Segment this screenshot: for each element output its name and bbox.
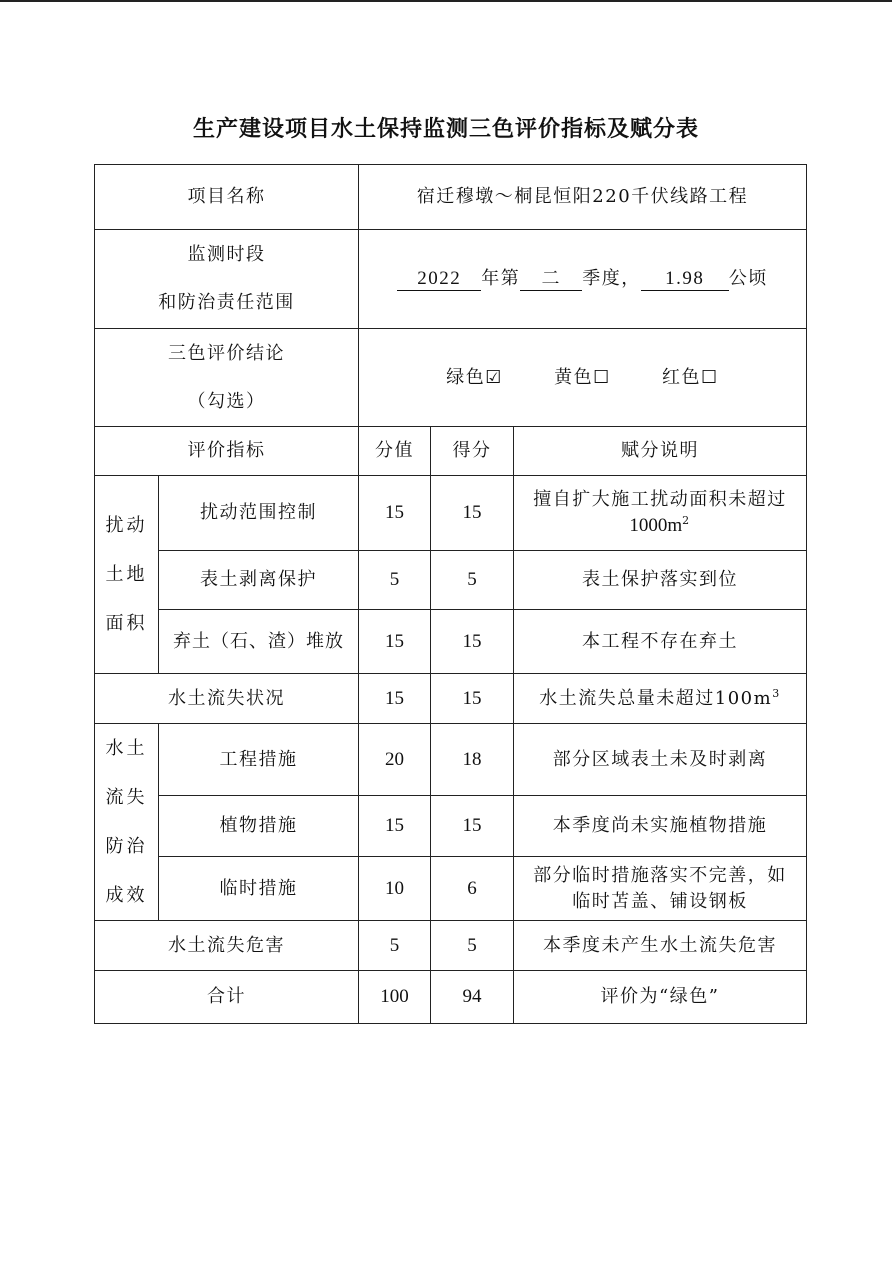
- item-value: 5: [359, 551, 431, 610]
- table-row: [95, 796, 807, 857]
- header-indicator: 评价指标: [95, 427, 359, 476]
- table-row: [95, 476, 807, 551]
- conclusion-label-line1: 三色评价结论: [168, 342, 285, 364]
- year-suffix: 年第: [481, 268, 521, 289]
- year-field: 2022: [397, 268, 481, 291]
- period-label-line1: 监测时段: [187, 244, 266, 265]
- item-note: 本工程不存在弃土: [514, 610, 807, 674]
- item-value: 15: [359, 674, 431, 724]
- table-row: [95, 921, 807, 971]
- group-prevention-label: 水土 流失 防治 成效: [95, 724, 159, 921]
- period-row: [95, 230, 807, 329]
- total-value: 100: [359, 971, 431, 1024]
- table-row: [95, 610, 807, 674]
- item-score: 6: [431, 857, 514, 921]
- item-score: 15: [431, 610, 514, 674]
- item-note: 水土流失总量未超过$100m^3$: [514, 674, 807, 724]
- total-label: 合计: [95, 971, 359, 1024]
- option-green[interactable]: 绿色☑: [446, 366, 503, 388]
- item-score: 5: [431, 921, 514, 971]
- item-note: 表土保护落实到位: [514, 551, 807, 610]
- total-row: [95, 971, 807, 1024]
- item-score: 15: [431, 476, 514, 551]
- item-name: 水土流失危害: [95, 921, 359, 971]
- item-value: 15: [359, 476, 431, 551]
- green-checkbox-icon[interactable]: ☑: [485, 366, 503, 388]
- header-note: 赋分说明: [514, 427, 807, 476]
- conclusion-label: [95, 329, 359, 427]
- item-value: 5: [359, 921, 431, 971]
- yellow-checkbox-icon[interactable]: ☐: [593, 366, 611, 388]
- item-note: 擅自扩大施工扰动面积未超过 $1000m^2$: [514, 476, 807, 551]
- header-score: 得分: [431, 427, 514, 476]
- item-value: 15: [359, 610, 431, 674]
- item-score: 18: [431, 724, 514, 796]
- total-score: 94: [431, 971, 514, 1024]
- item-note: 本季度尚未实施植物措施: [514, 796, 807, 857]
- item-score: 15: [431, 674, 514, 724]
- item-value: 15: [359, 796, 431, 857]
- item-name: 水土流失状况: [95, 674, 359, 724]
- project-label: 项目名称: [95, 165, 359, 230]
- item-value: 20: [359, 724, 431, 796]
- conclusion-row: [95, 329, 807, 427]
- project-name-text: 宿迁穆墩～桐昆恒阳220千伏线路工程: [416, 186, 749, 207]
- total-note: 评价为“绿色”: [514, 971, 807, 1024]
- item-value: 10: [359, 857, 431, 921]
- page-title: 生产建设项目水土保持监测三色评价指标及赋分表: [192, 117, 699, 142]
- item-note: 部分区域表土未及时剥离: [514, 724, 807, 796]
- conclusion-options: [359, 329, 807, 427]
- area-field: 1.98: [641, 268, 729, 291]
- header-row: [95, 427, 807, 476]
- item-name: 工程措施: [159, 724, 359, 796]
- page-top-border: [0, 0, 892, 2]
- item-name: 表土剥离保护: [159, 551, 359, 610]
- red-checkbox-icon[interactable]: ☐: [701, 366, 719, 388]
- period-label-line2: 和防治责任范围: [158, 292, 295, 313]
- project-row: [95, 165, 807, 230]
- item-note: 部分临时措施落实不完善，如 临时苫盖、铺设钢板: [514, 857, 807, 921]
- quarter-suffix: 季度，: [582, 268, 641, 289]
- period-value: [359, 230, 807, 329]
- table-row: [95, 857, 807, 921]
- item-note: 本季度未产生水土流失危害: [514, 921, 807, 971]
- table-row: [95, 724, 807, 796]
- project-name: [359, 165, 807, 230]
- conclusion-label-line2: （勾选）: [187, 390, 266, 412]
- group-disturbance-label: 扰动 土地 面积: [95, 476, 159, 674]
- item-score: 5: [431, 551, 514, 610]
- item-name: 植物措施: [159, 796, 359, 857]
- table-row: [95, 674, 807, 724]
- period-label: [95, 230, 359, 329]
- item-score: 15: [431, 796, 514, 857]
- evaluation-table: [94, 164, 807, 1024]
- quarter-field: 二: [520, 268, 582, 291]
- item-name: 临时措施: [159, 857, 359, 921]
- option-yellow[interactable]: 黄色☐: [554, 366, 611, 388]
- header-value: 分值: [359, 427, 431, 476]
- option-red[interactable]: 红色☐: [662, 366, 719, 388]
- item-name: 扰动范围控制: [159, 476, 359, 551]
- area-unit: 公顷: [728, 268, 768, 289]
- item-name: 弃土（石、渣）堆放: [159, 610, 359, 674]
- table-row: [95, 551, 807, 610]
